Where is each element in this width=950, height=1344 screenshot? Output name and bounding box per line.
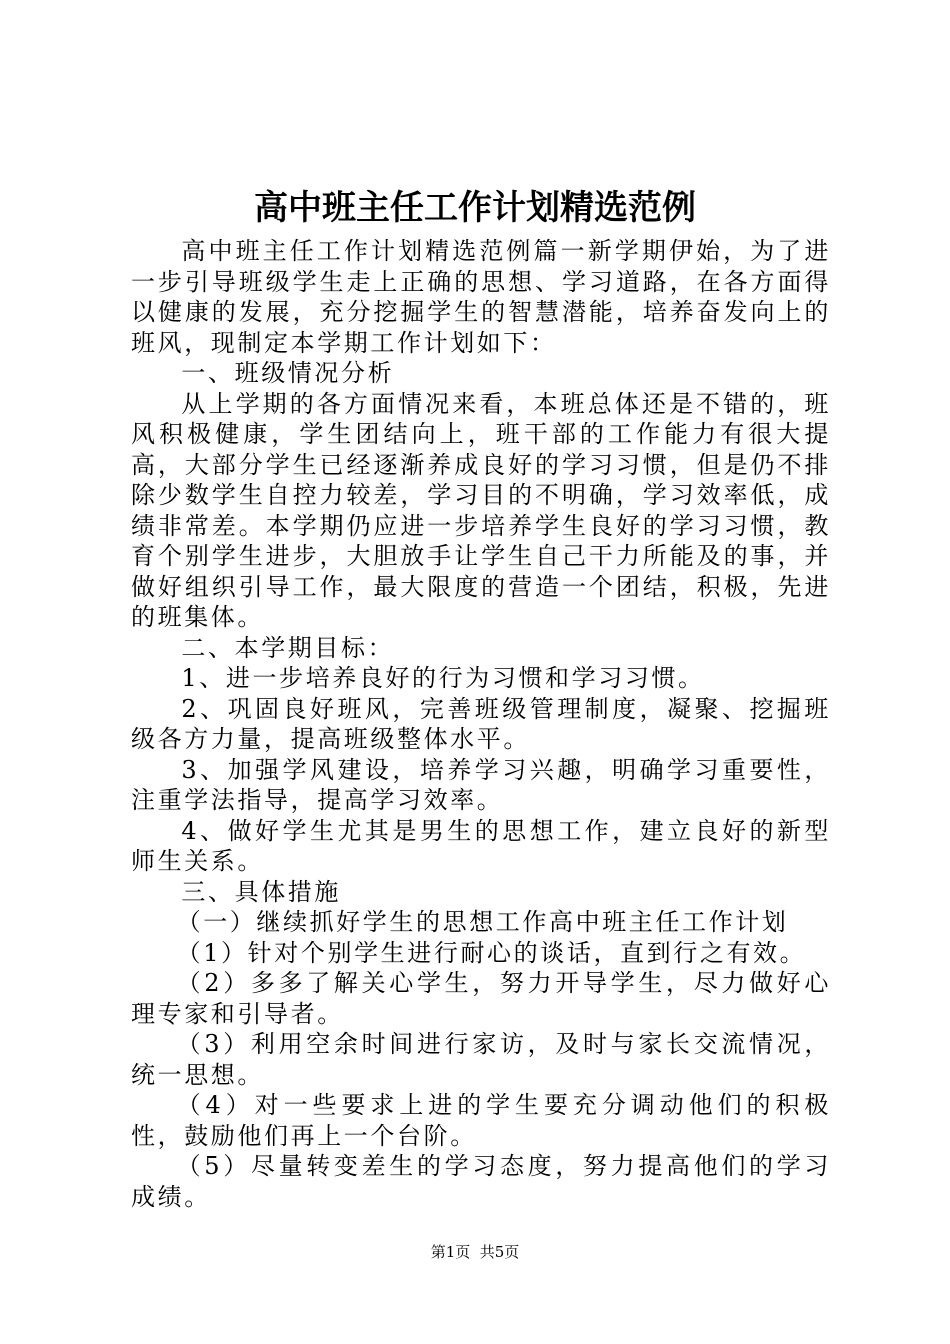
paragraph-class-analysis: 从上学期的各方面情况来看，本班总体还是不错的，班风积极健康，学生团结向上，班干部的工作能力有很大提高，大部分学生已经逐渐养成良好的学习习惯，但是仍不排除少数学生自控力较差，学习目的不明确，学习效率低，成绩非常差。本学期仍应进一步培养学生良好的学习习惯，教育个别学生进步，大胆放手让学生自己干力所能及的事，并做好组织引导工作，最大限度的营造一个团结，积极，先进的班集体。 xyxy=(131,389,831,631)
subheading-thought-work: （一）继续抓好学生的思想工作高中班主任工作计划 xyxy=(176,908,789,936)
heading-class-analysis: 一、班级情况分析 xyxy=(181,359,395,387)
measure-item-3: （3）利用空余时间进行家访，及时与家长交流情况，统一思想。 xyxy=(131,1030,831,1089)
page-number-label: 第1页 共5页 xyxy=(430,1243,520,1261)
measure-item-5: （5）尽量转变差生的学习态度，努力提高他们的学习成绩。 xyxy=(131,1152,831,1211)
page-footer xyxy=(0,1242,950,1262)
heading-measures: 三、具体措施 xyxy=(181,877,341,906)
heading-semester-goals: 二、本学期目标： xyxy=(181,633,395,662)
measure-item-2: （2）多多了解关心学生，努力开导学生，尽力做好心理专家和引导者。 xyxy=(131,969,831,1028)
measure-item-1: （1）针对个别学生进行耐心的谈话，直到行之有效。 xyxy=(176,938,807,967)
goal-item-2: 2、巩固良好班风，完善班级管理制度，凝聚、挖掘班级各方力量，提高班级整体水平。 xyxy=(131,694,831,753)
document-body xyxy=(131,236,831,1212)
measure-item-4: （4）对一些要求上进的学生要充分调动他们的积极性，鼓励他们再上一个台阶。 xyxy=(131,1091,831,1150)
document-title: 高中班主任工作计划精选范例 xyxy=(254,188,696,228)
goal-item-3: 3、加强学风建设，培养学习兴趣，明确学习重要性，注重学法指导，提高学习效率。 xyxy=(131,755,831,814)
goal-item-4: 4、做好学生尤其是男生的思想工作，建立良好的新型师生关系。 xyxy=(131,816,831,875)
goal-item-1: 1、进一步培养良好的行为习惯和学习习惯。 xyxy=(181,664,705,692)
paragraph-intro: 高中班主任工作计划精选范例篇一新学期伊始，为了进一步引导班级学生走上正确的思想、学习道路，在各方面得以健康的发展，充分挖掘学生的智慧潜能，培养奋发向上的班风，现制定本学期工作计划如下： xyxy=(131,237,831,357)
